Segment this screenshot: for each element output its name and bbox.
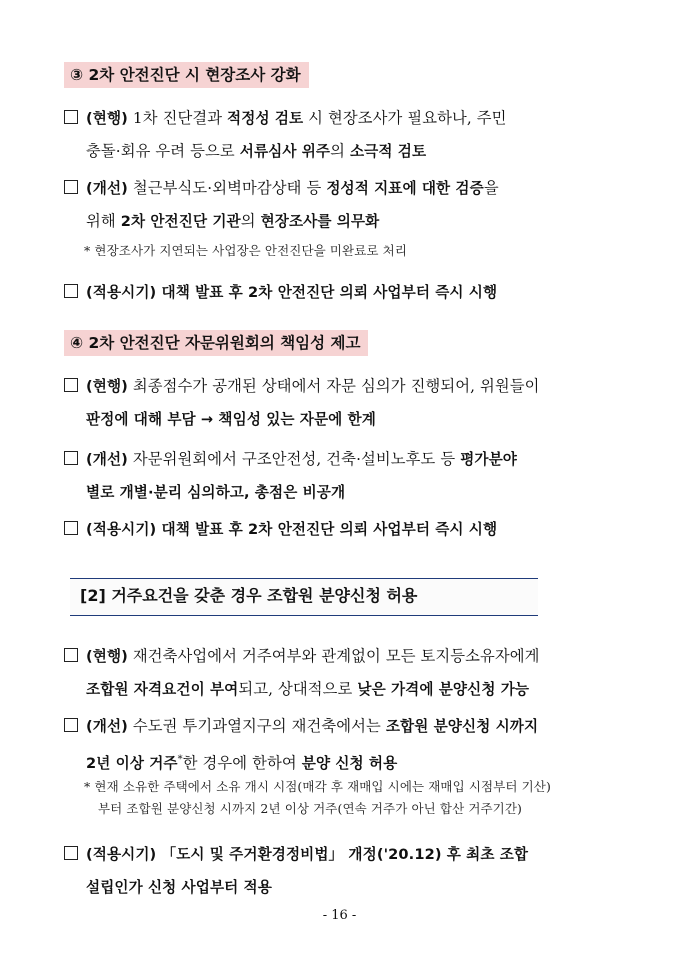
section-2-title: [2] 거주요건을 갖춘 경우 조합원 분양신청 허용 <box>80 586 418 605</box>
checkbox-square-icon <box>64 284 78 298</box>
checkbox-square-icon <box>64 378 78 392</box>
sec3-current-item: (현행) 1차 진단결과 적정성 검토 시 현장조사가 필요하나, 주민 충돌·회유 우려 등으로 서류심사 위주의 소극적 검토 <box>64 102 616 168</box>
sec3-apply-item: (적용시기) 대책 발표 후 2차 안전진단 의뢰 사업부터 즉시 시행 <box>64 276 616 309</box>
sec2-improve-item: (개선) 수도권 투기과열지구의 재건축에서는 조합원 분양신청 시까지 2년 이상 거주*한 경우에 한하여 분양 신청 허용 <box>64 710 616 780</box>
sec2-footnote: * 현재 소유한 주택에서 소유 개시 시점(매각 후 재매입 시에는 재매입 시점부터 기산) 부터 조합원 분양신청 시까지 2년 이상 거주(연속 거주가 아닌 합산 거주기간) <box>84 779 551 816</box>
checkbox-square-icon <box>64 846 78 860</box>
page-number: - 16 - <box>322 908 357 923</box>
sec4-apply-item: (적용시기) 대책 발표 후 2차 안전진단 의뢰 사업부터 즉시 시행 <box>64 513 616 546</box>
sec3-footnote: * 현장조사가 지연되는 사업장은 안전진단을 미완료로 처리 <box>84 243 407 258</box>
checkbox-square-icon <box>64 648 78 662</box>
checkbox-square-icon <box>64 451 78 465</box>
section-4-heading: ④ 2차 안전진단 자문위원회의 책임성 제고 <box>64 330 368 356</box>
sec4-improve-item: (개선) 자문위원회에서 구조안전성, 건축·설비노후도 등 평가분야 별로 개별·분리 심의하고, 총점은 비공개 <box>64 443 616 509</box>
checkbox-square-icon <box>64 180 78 194</box>
section-3-heading: ③ 2차 안전진단 시 현장조사 강화 <box>64 62 309 88</box>
sec2-apply-item: (적용시기) 「도시 및 주거환경정비법」 개정('20.12) 후 최초 조합 설립인가 신청 사업부터 적용 <box>64 838 616 904</box>
sec2-current-item: (현행) 재건축사업에서 거주여부와 관계없이 모든 토지등소유자에게 조합원 자격요건이 부여되고, 상대적으로 낮은 가격에 분양신청 가능 <box>64 640 616 706</box>
sec4-current-item: (현행) 최종점수가 공개된 상태에서 자문 심의가 진행되어, 위원들이 판정에 대해 부담 → 책임성 있는 자문에 한계 <box>64 370 616 436</box>
sec3-improve-item: (개선) 철근부식도·외벽마감상태 등 정성적 지표에 대한 검증을 위해 2차 안전진단 기관의 현장조사를 의무화 <box>64 172 616 238</box>
checkbox-square-icon <box>64 110 78 124</box>
checkbox-square-icon <box>64 718 78 732</box>
checkbox-square-icon <box>64 521 78 535</box>
